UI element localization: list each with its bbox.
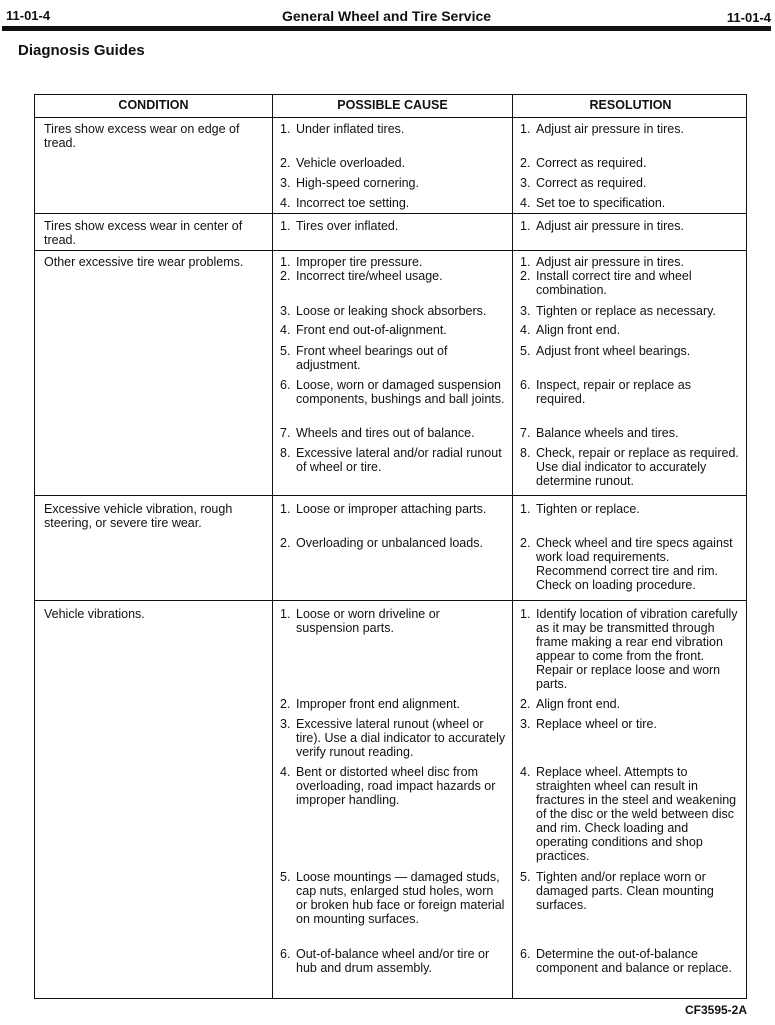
resolution-item (520, 344, 742, 358)
cause-text: Loose or leaking shock absorbers. (296, 304, 487, 318)
page-header-title: General Wheel and Tire Service (281, 8, 492, 24)
cause-text: Excessive lateral runout (wheel or tire). Use a dial indicator to accurately verify runout reading. (296, 717, 506, 759)
cause-text: Overloading or unbalanced loads. (296, 536, 483, 550)
resolution-text: Check, repair or replace as required. Use dial indicator to accurately determine runout. (536, 446, 739, 488)
resolution-item (520, 255, 742, 269)
item-number: 3. (520, 176, 531, 190)
row-divider (35, 250, 746, 251)
header-condition: CONDITION (118, 98, 189, 112)
item-number: 3. (520, 717, 531, 731)
header-possible-cause: POSSIBLE CAUSE (337, 98, 448, 112)
item-number: 5. (280, 870, 291, 884)
cause-item (280, 156, 506, 170)
resolution-item (520, 536, 742, 592)
cause-text: Tires over inflated. (296, 219, 399, 233)
resolution-item (520, 717, 742, 731)
cause-item (280, 304, 506, 318)
cause-text: Loose or improper attaching parts. (296, 502, 487, 516)
cause-text: Loose, worn or damaged suspension components, bushings and ball joints. (296, 378, 505, 406)
resolution-text: Align front end. (536, 697, 621, 711)
item-number: 5. (520, 870, 531, 884)
cause-text: High-speed cornering. (296, 176, 419, 190)
resolution-text: Correct as required. (536, 156, 647, 170)
header-resolution: RESOLUTION (589, 98, 672, 112)
row-divider (35, 600, 746, 601)
item-number: 5. (520, 344, 531, 358)
cause-item (280, 697, 506, 711)
resolution-text: Replace wheel. Attempts to straighten wheel can result in fractures in the steel and weakening of the disc or the weld between disc and rim. Check loading and operating conditions and shop practices. (536, 765, 737, 863)
cause-item (280, 607, 506, 635)
condition-cell: Tires show excess wear in center of tread. (44, 219, 243, 247)
cause-text: Wheels and tires out of balance. (296, 426, 475, 440)
item-number: 4. (280, 765, 291, 779)
item-number: 1. (280, 219, 291, 233)
page-header (2, 6, 771, 28)
resolution-text: Set toe to specification. (536, 196, 666, 210)
resolution-item (520, 122, 742, 136)
resolution-item (520, 304, 742, 318)
item-number: 1. (520, 502, 531, 516)
resolution-text: Adjust air pressure in tires. (536, 122, 684, 136)
item-number: 3. (280, 304, 291, 318)
item-number: 3. (280, 717, 291, 731)
resolution-item (520, 378, 742, 406)
cause-text: Improper tire pressure. (296, 255, 423, 269)
cause-text: Loose mountings — damaged studs, cap nuts, enlarged stud holes, worn or broken hub face or foreign material on mounting surfaces. (296, 870, 505, 926)
cause-text: Under inflated tires. (296, 122, 405, 136)
column-divider (272, 95, 273, 998)
cause-item (280, 502, 506, 516)
item-number: 8. (520, 446, 531, 460)
cause-text: Front end out-of-alignment. (296, 323, 447, 337)
cause-item (280, 765, 506, 807)
resolution-item (520, 269, 742, 297)
cause-item (280, 196, 506, 210)
condition-cell: Tires show excess wear on edge of tread. (44, 122, 240, 150)
item-number: 4. (520, 196, 531, 210)
item-number: 2. (280, 269, 291, 283)
resolution-text: Tighten and/or replace worn or damaged parts. Clean mounting surfaces. (536, 870, 714, 912)
item-number: 1. (280, 607, 291, 621)
resolution-item (520, 323, 742, 337)
item-number: 1. (520, 122, 531, 136)
resolution-item (520, 870, 742, 912)
item-number: 4. (520, 765, 531, 779)
item-number: 1. (280, 502, 291, 516)
item-number: 6. (520, 947, 531, 961)
item-number: 2. (520, 269, 531, 283)
row-divider (35, 213, 746, 214)
row-divider (35, 495, 746, 496)
resolution-text: Tighten or replace. (536, 502, 640, 516)
cause-text: Vehicle overloaded. (296, 156, 406, 170)
cause-item (280, 536, 506, 550)
cause-text: Incorrect toe setting. (296, 196, 410, 210)
item-number: 2. (520, 156, 531, 170)
cause-item (280, 219, 506, 233)
cause-item (280, 870, 506, 926)
section-title: Diagnosis Guides (18, 42, 145, 59)
cause-item (280, 269, 506, 283)
resolution-text: Identify location of vibration carefully as it may be transmitted through frame making a rear end vibration appear to come from the front. Repair or replace loose and worn parts. (536, 607, 738, 691)
cause-item (280, 947, 506, 975)
cause-text: Incorrect tire/wheel usage. (296, 269, 443, 283)
resolution-text: Adjust air pressure in tires. (536, 255, 684, 269)
resolution-item (520, 697, 742, 711)
resolution-item (520, 947, 742, 975)
resolution-text: Determine the out-of-balance component and balance or replace. (536, 947, 732, 975)
cause-item (280, 378, 506, 406)
item-number: 1. (520, 219, 531, 233)
resolution-text: Tighten or replace as necessary. (536, 304, 716, 318)
cause-text: Bent or distorted wheel disc from overloading, road impact hazards or improper handling. (296, 765, 496, 807)
cause-item (280, 717, 506, 759)
resolution-item (520, 765, 742, 863)
item-number: 4. (280, 196, 291, 210)
resolution-text: Inspect, repair or replace as required. (536, 378, 691, 406)
page-number-right: 11-01-4 (726, 10, 771, 25)
resolution-text: Replace wheel or tire. (536, 717, 657, 731)
item-number: 3. (280, 176, 291, 190)
condition-cell: Vehicle vibrations. (44, 607, 145, 621)
cause-item (280, 323, 506, 337)
cause-item (280, 176, 506, 190)
resolution-text: Balance wheels and tires. (536, 426, 679, 440)
cause-text: Loose or worn driveline or suspension parts. (296, 607, 440, 635)
item-number: 1. (520, 255, 531, 269)
resolution-item (520, 196, 742, 210)
item-number: 6. (280, 378, 291, 392)
item-number: 4. (280, 323, 291, 337)
cause-item (280, 255, 506, 269)
item-number: 4. (520, 323, 531, 337)
condition-cell: Excessive vehicle vibration, rough steering, or severe tire wear. (44, 502, 233, 530)
resolution-item (520, 502, 742, 516)
cause-text: Excessive lateral and/or radial runout of wheel or tire. (296, 446, 502, 474)
resolution-text: Adjust air pressure in tires. (536, 219, 684, 233)
cause-text: Out-of-balance wheel and/or tire or hub and drum assembly. (296, 947, 490, 975)
item-number: 3. (520, 304, 531, 318)
item-number: 1. (280, 122, 291, 136)
item-number: 7. (520, 426, 531, 440)
resolution-text: Align front end. (536, 323, 621, 337)
item-number: 8. (280, 446, 291, 460)
figure-id: CF3595-2A (684, 1003, 747, 1017)
resolution-item (520, 219, 742, 233)
item-number: 7. (280, 426, 291, 440)
item-number: 6. (280, 947, 291, 961)
item-number: 1. (280, 255, 291, 269)
resolution-item (520, 176, 742, 190)
resolution-text: Correct as required. (536, 176, 647, 190)
item-number: 6. (520, 378, 531, 392)
resolution-item (520, 426, 742, 440)
item-number: 2. (280, 697, 291, 711)
resolution-item (520, 156, 742, 170)
cause-item (280, 344, 506, 372)
item-number: 1. (520, 607, 531, 621)
resolution-item (520, 446, 742, 488)
header-rule (2, 26, 771, 31)
column-divider (512, 95, 513, 998)
page-number-left: 11-01-4 (6, 8, 51, 23)
cause-text: Front wheel bearings out of adjustment. (296, 344, 448, 372)
item-number: 2. (280, 536, 291, 550)
item-number: 2. (520, 536, 531, 550)
cause-text: Improper front end alignment. (296, 697, 460, 711)
cause-item (280, 122, 506, 136)
condition-cell: Other excessive tire wear problems. (44, 255, 244, 269)
item-number: 5. (280, 344, 291, 358)
diagnosis-table (34, 94, 747, 999)
item-number: 2. (520, 697, 531, 711)
resolution-text: Adjust front wheel bearings. (536, 344, 691, 358)
cause-item (280, 426, 506, 440)
item-number: 2. (280, 156, 291, 170)
resolution-text: Check wheel and tire specs against work load requirements. Recommend correct tire and rim. Check on loading procedure. (536, 536, 733, 592)
resolution-item (520, 607, 742, 691)
row-divider (35, 117, 746, 118)
resolution-text: Install correct tire and wheel combination. (536, 269, 692, 297)
cause-item (280, 446, 506, 474)
